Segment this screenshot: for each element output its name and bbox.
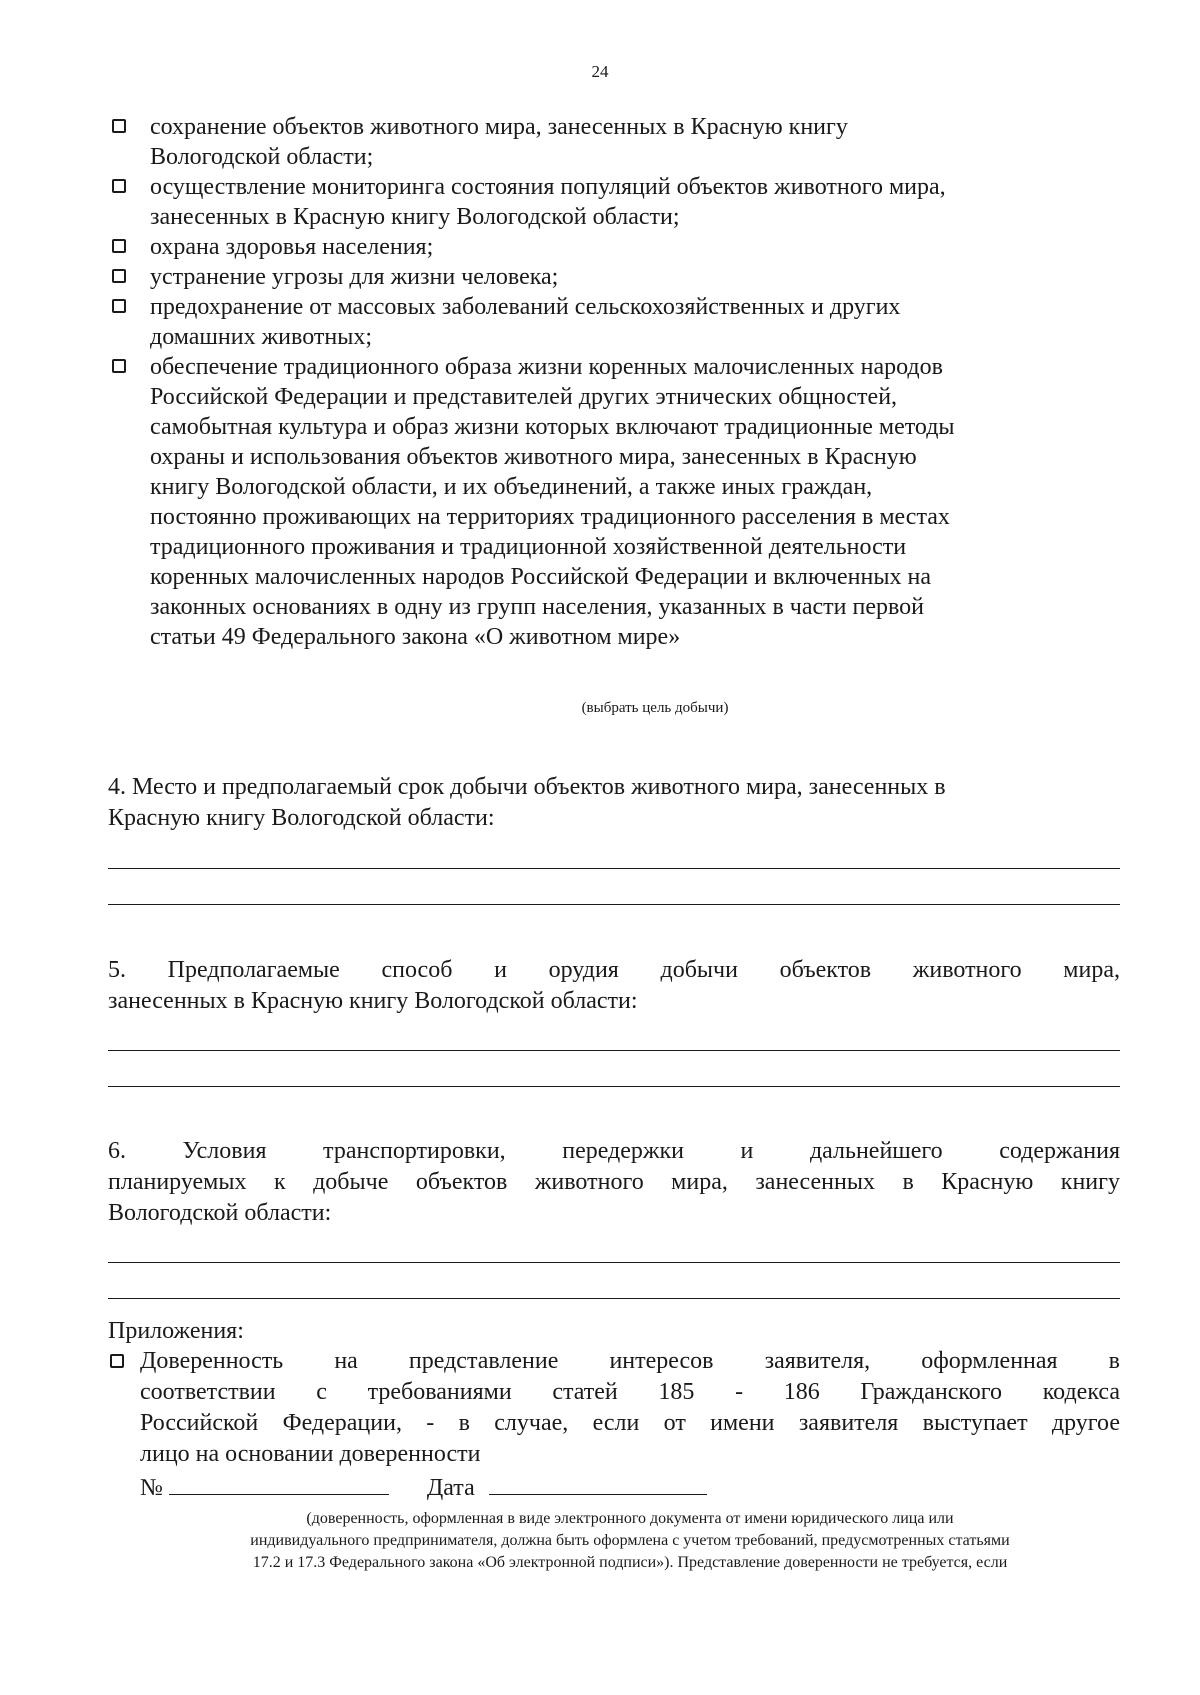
goal-line: устранение угрозы для жизни человека; — [150, 264, 559, 290]
section-5-answer-line[interactable] — [108, 1050, 1120, 1051]
section-5 — [108, 955, 1120, 1017]
goal-item — [112, 262, 1112, 292]
footnote-line: 17.2 и 17.3 Федерального закона «Об электронной подписи»). Представление доверенности не требуется, если — [252, 1554, 1008, 1571]
section-4-answer-line[interactable] — [108, 904, 1120, 905]
goal-line: сохранение объектов животного мира, занесенных в Красную книгу — [150, 114, 848, 140]
footnote-line: индивидуального предпринимателя, должна быть оформлена с учетом требований, предусмотренных статьями — [250, 1532, 1010, 1549]
goal-line: охрана здоровья населения; — [150, 234, 434, 260]
goal-line: традиционного проживания и традиционной хозяйственной деятельности — [150, 534, 907, 560]
goal-line: домашних животных; — [150, 324, 372, 350]
section-4-line: Красную книгу Вологодской области: — [108, 805, 495, 831]
goal-item — [112, 112, 1112, 172]
goal-line: Вологодской области; — [150, 144, 374, 170]
section-6 — [108, 1136, 1120, 1229]
goal-line: законных основаниях в одну из групп населения, указанных в части первой — [150, 594, 924, 620]
goal-line: обеспечение традиционного образа жизни коренных малочисленных народов — [150, 354, 943, 380]
goal-line: книгу Вологодской области, и их объединений, а также иных граждан, — [150, 474, 873, 500]
number-date-row — [140, 1472, 707, 1503]
attachment-line: лицо на основании доверенности — [140, 1441, 481, 1467]
goal-line: статьи 49 Федерального закона «О животном мире» — [150, 624, 681, 650]
section-6-line: Вологодской области: — [108, 1200, 332, 1226]
section-4-line: 4. Место и предполагаемый срок добычи объектов животного мира, занесенных в — [108, 774, 946, 800]
goal-line: занесенных в Красную книгу Вологодской области; — [150, 204, 680, 230]
goal-line: постоянно проживающих на территориях традиционного расселения в местах — [150, 504, 950, 530]
footnote-line: (доверенность, оформленная в виде электронного документа от имени юридического лица или — [306, 1510, 954, 1527]
goal-list — [112, 112, 1112, 652]
goal-line: охраны и использования объектов животного мира, занесенных в Красную — [150, 444, 917, 470]
attachment-line: Доверенность на представление интересов заявителя, оформленная в — [140, 1348, 1120, 1374]
page-number: 24 — [591, 62, 609, 81]
section-5-answer-line[interactable] — [108, 1086, 1120, 1087]
goal-item — [112, 352, 1112, 652]
goal-item — [112, 292, 1112, 352]
date-input[interactable] — [489, 1472, 707, 1495]
attachments-title: Приложения: — [108, 1318, 244, 1344]
number-label: № — [140, 1475, 163, 1501]
attachment-line: Российской Федерации, - в случае, если от имени заявителя выступает другое — [140, 1410, 1120, 1436]
attachment-item — [108, 1346, 1120, 1470]
goal-line: самобытная культура и образ жизни которых включают традиционные методы — [150, 414, 955, 440]
goal-line: осуществление мониторинга состояния популяций объектов животного мира, — [150, 174, 946, 200]
section-6-line: 6. Условия транспортировки, передержки и дальнейшего содержания — [108, 1138, 1120, 1164]
checkbox-icon[interactable] — [110, 1354, 124, 1368]
checkbox-icon[interactable] — [112, 239, 126, 253]
attachment-line: соответствии с требованиями статей 185 - 186 Гражданского кодекса — [140, 1379, 1120, 1405]
section-5-line: занесенных в Красную книгу Вологодской области: — [108, 988, 638, 1014]
section-5-line: 5. Предполагаемые способ и орудия добычи объектов животного мира, — [108, 957, 1120, 983]
section-4-answer-line[interactable] — [108, 868, 1120, 869]
footnote — [140, 1508, 1120, 1574]
goal-line: предохранение от массовых заболеваний сельскохозяйственных и других — [150, 294, 901, 320]
checkbox-icon[interactable] — [112, 359, 126, 373]
checkbox-icon[interactable] — [112, 299, 126, 313]
goal-hint: (выбрать цель добычи) — [581, 700, 729, 716]
section-6-answer-line[interactable] — [108, 1262, 1120, 1263]
checkbox-icon[interactable] — [112, 119, 126, 133]
goal-line: коренных малочисленных народов Российской Федерации и включенных на — [150, 564, 931, 590]
section-4 — [108, 772, 1120, 834]
goal-item — [112, 232, 1112, 262]
checkbox-icon[interactable] — [112, 269, 126, 283]
number-input[interactable] — [169, 1472, 389, 1495]
goal-item — [112, 172, 1112, 232]
goal-line: Российской Федерации и представителей других этнических общностей, — [150, 384, 898, 410]
section-6-answer-line[interactable] — [108, 1298, 1120, 1299]
checkbox-icon[interactable] — [112, 179, 126, 193]
section-6-line: планируемых к добыче объектов животного мира, занесенных в Красную книгу — [108, 1169, 1120, 1195]
date-label: Дата — [426, 1475, 475, 1501]
